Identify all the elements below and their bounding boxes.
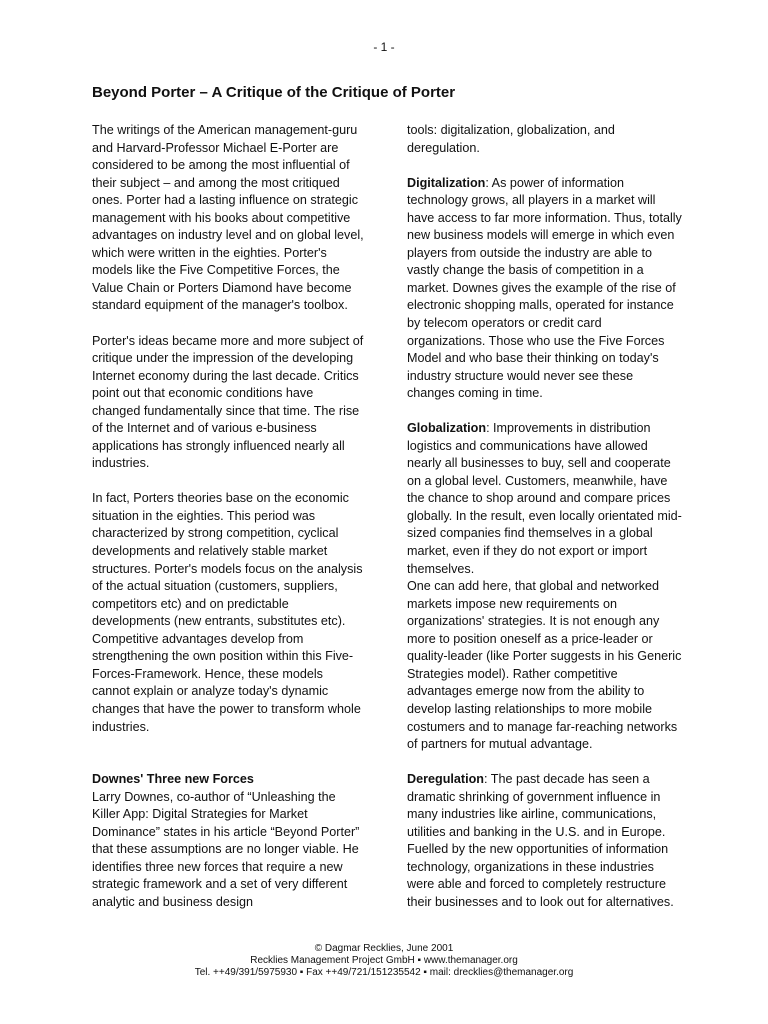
digitalization-label: Digitalization [407,175,486,190]
footer-company: Recklies Management Project GmbH ▪ www.themanager.org [250,955,518,966]
intro-paragraph: The writings of the American management-guru and Harvard-Professor Michael E-Porter are considered to be among the most influential of their subject – and among the most critiqued ones. Porter had a lasting influence on strategic management with his books about competitive advantages on industry level and on global level, which were written in the eighties. Porter's models like the Five Competitive Forces, the Value Chain or Porters Diamond have become standard equipment of the manager's toolbox. [92,123,364,313]
document-title: Beyond Porter – A Critique of the Critique of Porter [92,84,456,101]
critique-paragraph: Porter's ideas became more and more subject of critique under the impression of the developing Internet economy during the last decade. Critics point out that economic conditions have changed fundamentally since that time. The rise of the Internet and of various e-business applications has strongly influenced nearly all industries. [92,333,364,471]
footer-copyright: © Dagmar Recklies, June 2001 [314,943,454,954]
right-column [407,122,682,911]
deregulation-paragraph [407,771,682,911]
page-number: - 1 - [373,40,395,54]
downes-paragraph: Larry Downes, co-author of “Unleashing the Killer App: Digital Strategies for Market Dominance” states in his article “Beyond Porter” that these assumptions are no longer viable. He identifies three new forces that require a new strategic framework and a set of very different analytic and business design [92,789,360,909]
globalization-paragraph [407,420,682,578]
tools-paragraph: tools: digitalization, globalization, and deregulation. [407,123,615,155]
page-footer [0,943,768,979]
left-column [92,122,364,911]
eighties-paragraph: In fact, Porters theories base on the economic situation in the eighties. This period was characterized by strong competition, cyclical developments and relatively stable market structures. Porter's models focus on the analysis of the actual situation (customers, suppliers, competitors etc) and on predictable developments (new entrants, substitutes etc). Competitive advantages develop from strengthening the own position within this Five-Forces-Framework. Hence, these models cannot explain or analyze today's dynamic changes that have the power to transform whole industries. [92,491,363,734]
digitalization-paragraph [407,175,682,403]
globalization-text: : Improvements in distribution logistics and communications have allowed nearly all businesses to buy, sell and cooperate on a global level. Customers, meanwhile, have the chance to shop around and compare prices globally. In the result, even locally orientated mid-sized companies find themselves in a global market, even if they do not export or import themselves. [407,421,682,576]
deregulation-label: Deregulation [407,772,484,787]
globalization-label: Globalization [407,421,487,436]
footer-contact: Tel. ++49/391/5975930 ▪ Fax ++49/721/151235542 ▪ mail: drecklies@themanager.org [194,967,574,978]
globalization-paragraph-2: One can add here, that global and networked markets impose new requirements on organizations' strategies. It is not enough any more to position oneself as a price-leader or quality-leader (like Porter suggests in his Generic Strategies model). Rather competitive advantages emerge now from the ability to develop lasting relationships to more mobile costumers and to manage far-reaching networks of partners for mutual advantage. [407,579,682,752]
section-heading: Downes' Three new Forces [92,772,254,787]
deregulation-text: : The past decade has seen a dramatic shrinking of government influence in many industries like airline, communications, utilities and banking in the U.S. and in Europe. Fuelled by the new opportunities of information technology, organizations in these industries were able and forced to completely restructure their businesses and to look out for alternatives. [407,772,674,909]
digitalization-text: : As power of information technology grows, all players in a market will have access to far more information. Thus, totally new business models will emerge in which even players from outside the industry are able to vastly change the basis of competition in a market. Downes gives the example of the rise of electronic shopping malls, operated for instance by telecom operators or credit card organizations. Those who use the Five Forces Model and who base their thinking on today's industry structure would never see these changes coming in time. [407,175,682,401]
